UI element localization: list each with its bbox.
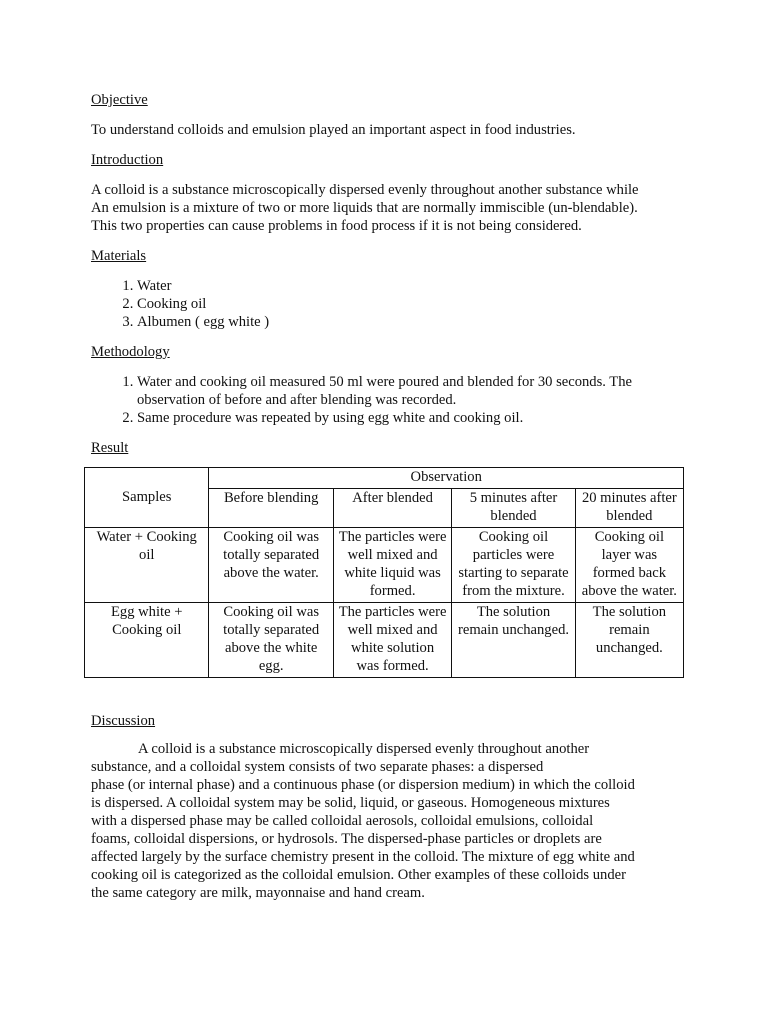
sample-cell: Water + Cooking oil: [85, 528, 209, 603]
table-row: [85, 603, 684, 678]
list-item: 1. Water: [137, 277, 691, 295]
sample-cell: Egg white + Cooking oil: [85, 603, 209, 678]
document-page: [91, 91, 691, 914]
result-heading: Result: [91, 440, 129, 456]
table-cell: The solution remain unchanged.: [452, 603, 575, 678]
discussion-heading: Discussion: [91, 713, 156, 729]
samples-header: Samples: [85, 468, 209, 528]
introduction-text: [91, 181, 691, 235]
introduction-line: This two properties can cause problems in food process if it is not being considered.: [91, 218, 582, 234]
discussion-line: the same category are milk, mayonnaise and hand cream.: [91, 885, 425, 901]
table-cell: The solution remain unchanged.: [575, 603, 683, 678]
table-cell: Cooking oil was totally separated above the white egg.: [209, 603, 333, 678]
table-header-row: [85, 468, 684, 489]
column-header: Before blending: [209, 489, 333, 528]
objective-heading: Objective: [91, 92, 148, 108]
table-cell: Cooking oil layer was formed back above the water.: [575, 528, 683, 603]
column-header: 20 minutes after blended: [575, 489, 683, 528]
discussion-line: cooking oil is categorized as the colloidal emulsion. Other examples of these colloids under: [91, 867, 626, 883]
list-item: 3. Albumen ( egg white ): [137, 313, 691, 331]
materials-heading: Materials: [91, 248, 147, 264]
introduction-line: A colloid is a substance microscopically dispersed evenly throughout another substance while: [91, 182, 639, 198]
discussion-line: affected largely by the surface chemistry present in the colloid. The mixture of egg white and: [91, 849, 635, 865]
materials-list: [91, 277, 691, 331]
list-item: 2. Same procedure was repeated by using egg white and cooking oil.: [137, 409, 691, 427]
discussion-line: A colloid is a substance microscopically dispersed evenly throughout another: [138, 741, 590, 757]
discussion-text: [91, 740, 691, 902]
table-cell: Cooking oil was totally separated above the water.: [209, 528, 333, 603]
discussion-line: foams, colloidal dispersions, or hydrosols. The dispersed-phase particles or droplets are: [91, 831, 602, 847]
discussion-line: phase (or internal phase) and a continuous phase (or dispersion medium) in which the colloid: [91, 777, 635, 793]
objective-text: To understand colloids and emulsion played an important aspect in food industries.: [91, 122, 576, 138]
table-cell: Cooking oil particles were starting to separate from the mixture.: [452, 528, 575, 603]
column-header: After blended: [333, 489, 451, 528]
methodology-heading: Methodology: [91, 344, 170, 360]
discussion-line: is dispersed. A colloidal system may be solid, liquid, or gaseous. Homogeneous mixtures: [91, 795, 610, 811]
table-cell: The particles were well mixed and white solution was formed.: [333, 603, 451, 678]
discussion-line: with a dispersed phase may be called colloidal aerosols, colloidal emulsions, colloidal: [91, 813, 594, 829]
result-table: [84, 467, 684, 678]
introduction-heading: Introduction: [91, 152, 164, 168]
introduction-line: An emulsion is a mixture of two or more liquids that are normally immiscible (un-blendable).: [91, 200, 638, 216]
column-header: 5 minutes after blended: [452, 489, 575, 528]
methodology-list: [91, 373, 691, 427]
list-item: 1. Water and cooking oil measured 50 ml were poured and blended for 30 seconds. The observation of before and after blending was recorded.: [137, 373, 691, 409]
table-row: [85, 528, 684, 603]
observation-header: Observation: [209, 468, 684, 489]
list-item: 2. Cooking oil: [137, 295, 691, 313]
discussion-line: substance, and a colloidal system consists of two separate phases: a dispersed: [91, 759, 544, 775]
table-cell: The particles were well mixed and white liquid was formed.: [333, 528, 451, 603]
